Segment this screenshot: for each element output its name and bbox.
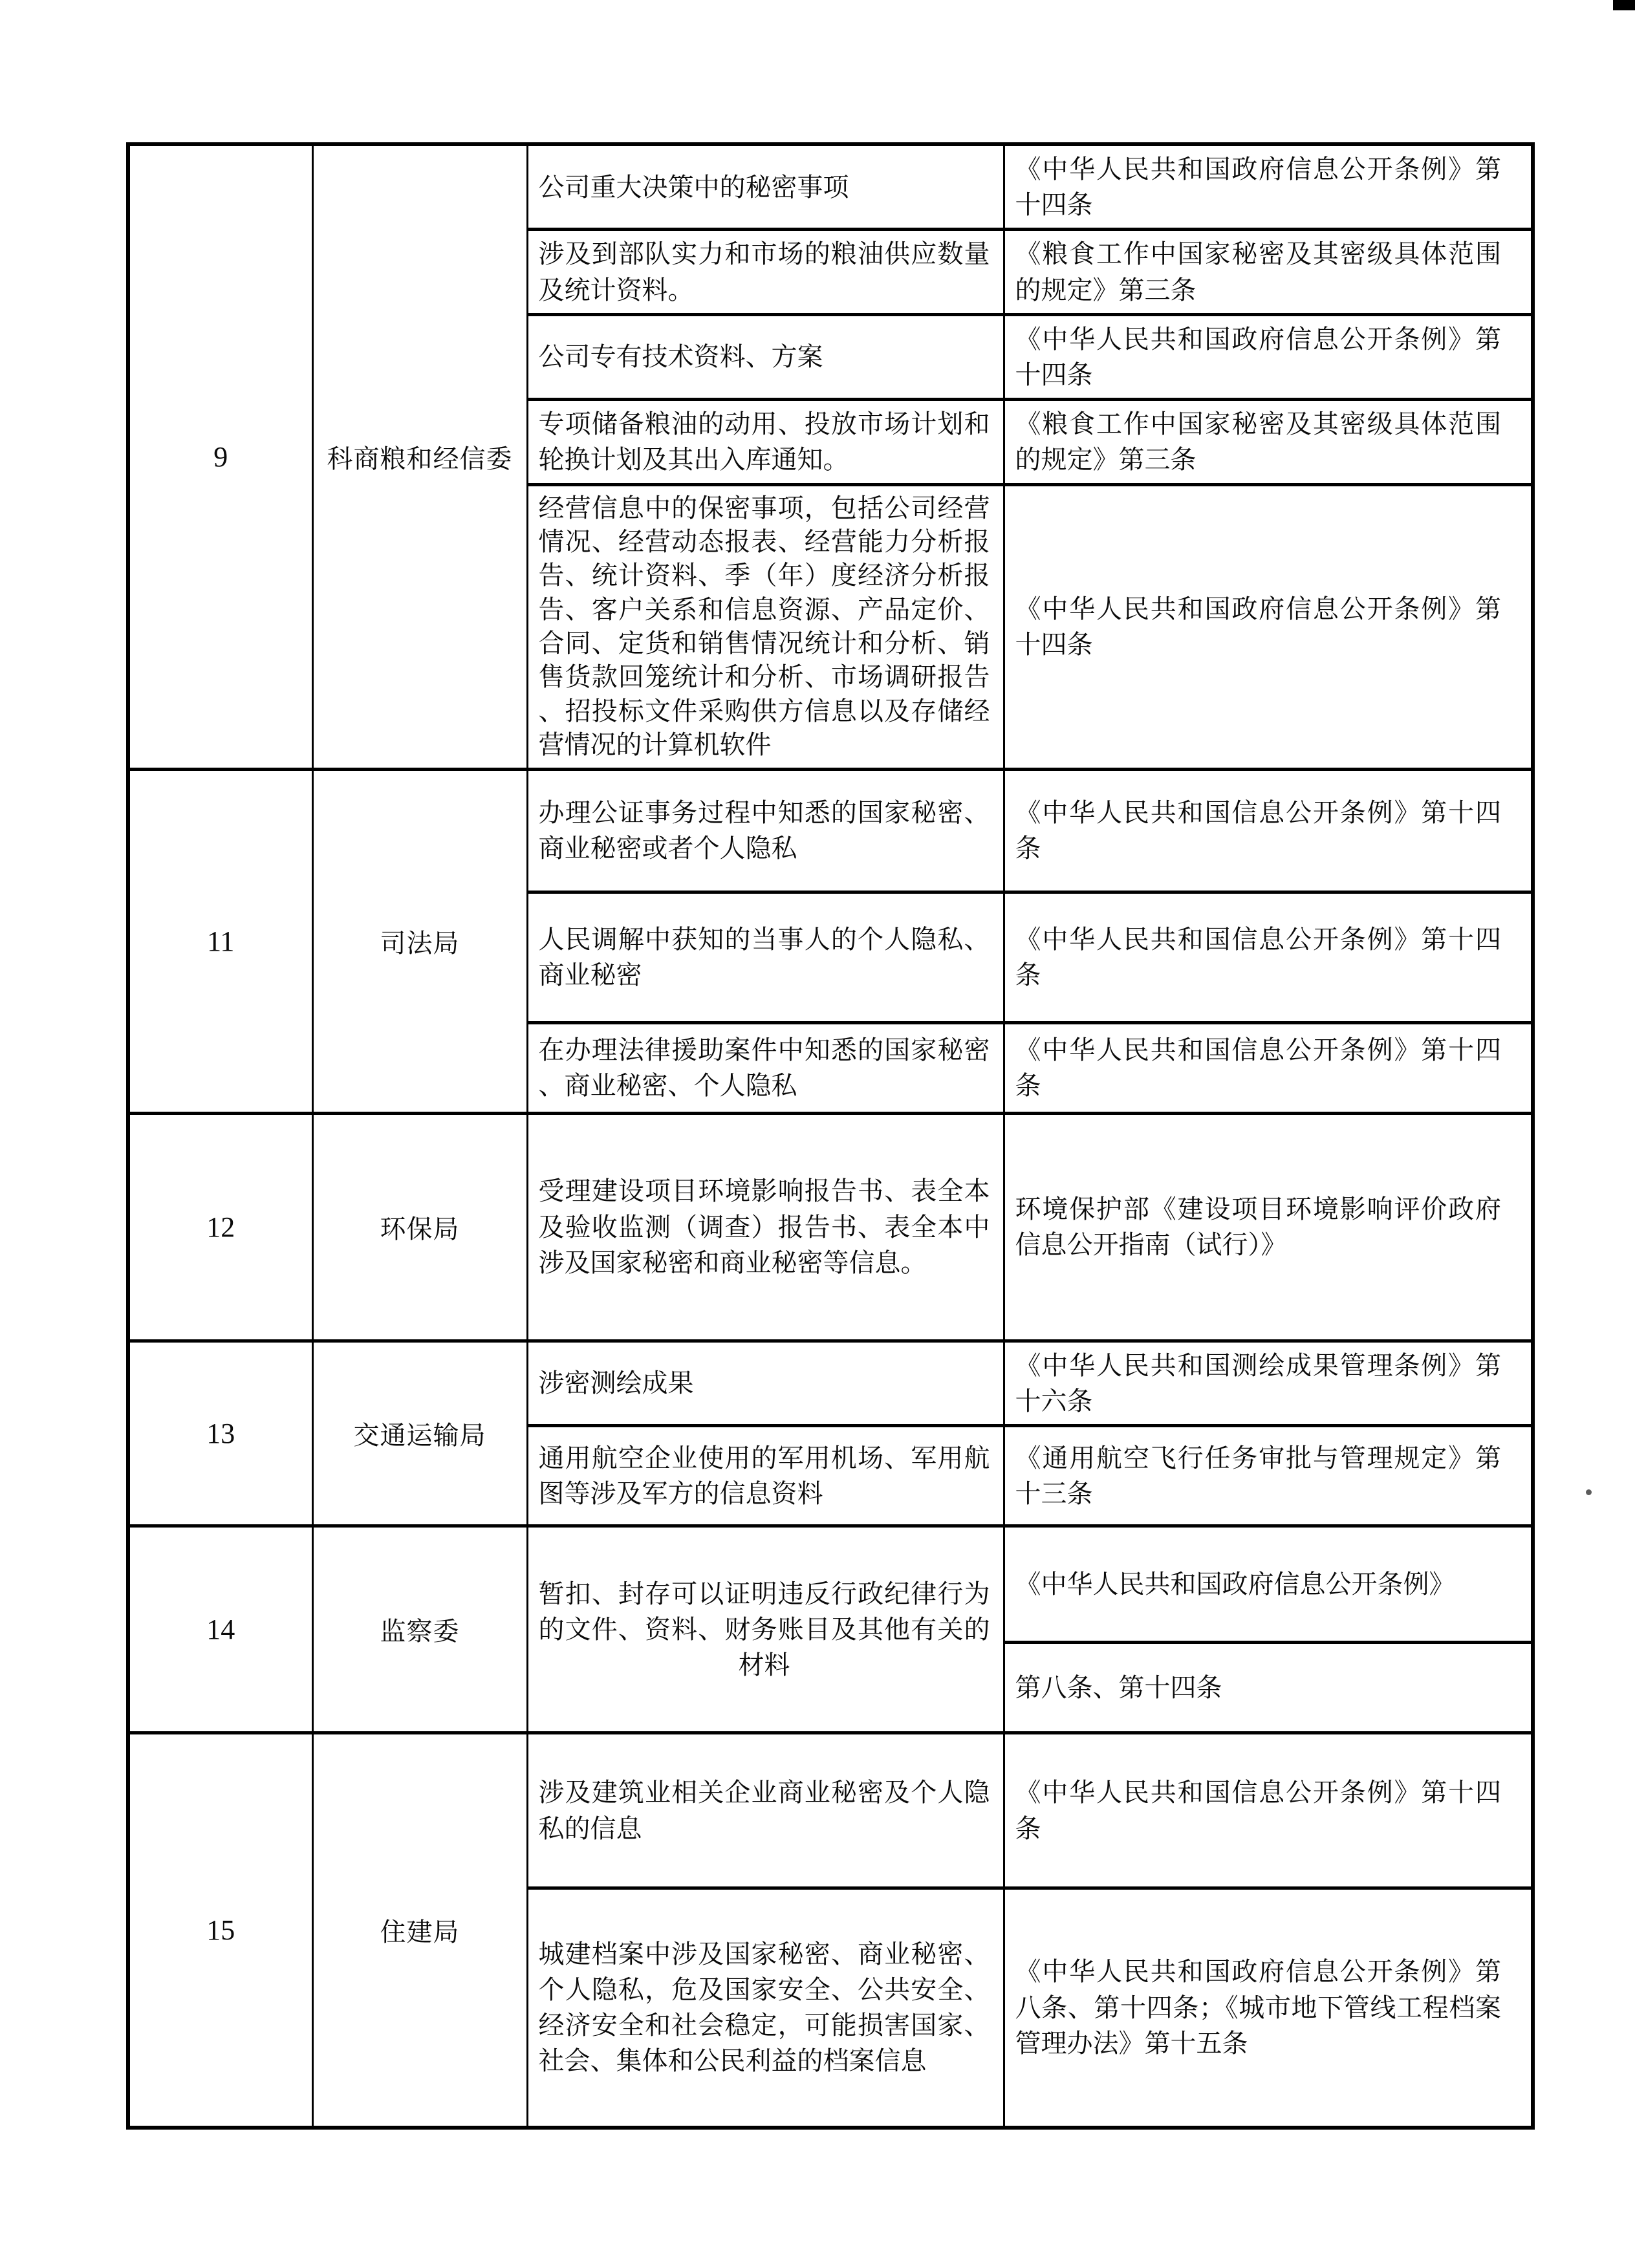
- document-table: [126, 142, 1535, 2130]
- scan-artifact-dot: [1586, 1489, 1592, 1495]
- basis-cell: 《中华人民共和国信息公开条例》第十四条: [1004, 892, 1533, 1022]
- basis-cell: 《中华人民共和国政府信息公开条例》第八条、第十四条；《城市地下管线工程档案管理办法》第十五条: [1004, 1888, 1533, 2128]
- content-cell: 在办理法律援助案件中知悉的国家秘密、商业秘密、个人隐私: [527, 1022, 1004, 1113]
- dept-cell: 司法局: [312, 769, 527, 1113]
- content-cell: 受理建设项目环境影响报告书、表全本及验收监测（调查）报告书、表全本中涉及国家秘密和商业秘密等信息。: [527, 1113, 1004, 1341]
- content-cell: 公司重大决策中的秘密事项: [527, 144, 1004, 230]
- serial-cell: 11: [128, 769, 312, 1113]
- dept-cell: 住建局: [312, 1733, 527, 2128]
- basis-cell: 《中华人民共和国政府信息公开条例》: [1004, 1526, 1533, 1643]
- basis-cell: 《通用航空飞行任务审批与管理规定》第十三条: [1004, 1426, 1533, 1526]
- basis-cell: 《粮食工作中国家秘密及其密级具体范围的规定》第三条: [1004, 400, 1533, 484]
- dept-cell: 交通运输局: [312, 1341, 527, 1526]
- content-cell: 人民调解中获知的当事人的个人隐私、商业秘密: [527, 892, 1004, 1022]
- serial-cell: 9: [128, 144, 312, 769]
- basis-cell: 《中华人民共和国信息公开条例》第十四条: [1004, 1733, 1533, 1888]
- basis-cell: 《中华人民共和国信息公开条例》第十四条: [1004, 1022, 1533, 1113]
- serial-cell: 12: [128, 1113, 312, 1341]
- dept-cell: 科商粮和经信委: [312, 144, 527, 769]
- basis-cell: 《中华人民共和国政府信息公开条例》第十四条: [1004, 144, 1533, 230]
- content-cell: 办理公证事务过程中知悉的国家秘密、商业秘密或者个人隐私: [527, 769, 1004, 892]
- content-cell: 经营信息中的保密事项，包括公司经营情况、经营动态报表、经营能力分析报告、统计资料、季（年）度经济分析报告、客户关系和信息资源、产品定价、合同、定货和销售情况统计和分析、销售货款回笼统计和分析、市场调研报告、招投标文件采购供方信息以及存储经营情况的计算机软件: [527, 484, 1004, 769]
- content-cell: 专项储备粮油的动用、投放市场计划和轮换计划及其出入库通知。: [527, 400, 1004, 484]
- basis-cell: 《中华人民共和国测绘成果管理条例》第十六条: [1004, 1341, 1533, 1425]
- basis-cell: 《中华人民共和国政府信息公开条例》第十四条: [1004, 314, 1533, 399]
- serial-cell: 14: [128, 1526, 312, 1733]
- serial-cell: 15: [128, 1733, 312, 2128]
- basis-cell: 《中华人民共和国信息公开条例》第十四条: [1004, 769, 1533, 892]
- content-cell: 城建档案中涉及国家秘密、商业秘密、个人隐私，危及国家安全、公共安全、经济安全和社会稳定，可能损害国家、社会、集体和公民利益的档案信息: [527, 1888, 1004, 2128]
- scan-artifact-corner: [1613, 0, 1635, 10]
- dept-cell: 监察委: [312, 1526, 527, 1733]
- content-cell: 通用航空企业使用的军用机场、军用航图等涉及军方的信息资料: [527, 1426, 1004, 1526]
- basis-cell: 第八条、第十四条: [1004, 1643, 1533, 1733]
- dept-cell: 环保局: [312, 1113, 527, 1341]
- content-cell: 涉及到部队实力和市场的粮油供应数量及统计资料。: [527, 230, 1004, 314]
- basis-cell: 《粮食工作中国家秘密及其密级具体范围的规定》第三条: [1004, 230, 1533, 314]
- basis-cell: 环境保护部《建设项目环境影响评价政府信息公开指南（试行）》: [1004, 1113, 1533, 1341]
- basis-cell: 《中华人民共和国政府信息公开条例》第十四条: [1004, 484, 1533, 769]
- serial-cell: 13: [128, 1341, 312, 1526]
- content-cell: 暂扣、封存可以证明违反行政纪律行为的文件、资料、财务账目及其他有关的材料: [527, 1526, 1004, 1733]
- content-cell: 公司专有技术资料、方案: [527, 314, 1004, 399]
- content-cell: 涉及建筑业相关企业商业秘密及个人隐私的信息: [527, 1733, 1004, 1888]
- content-cell: 涉密测绘成果: [527, 1341, 1004, 1425]
